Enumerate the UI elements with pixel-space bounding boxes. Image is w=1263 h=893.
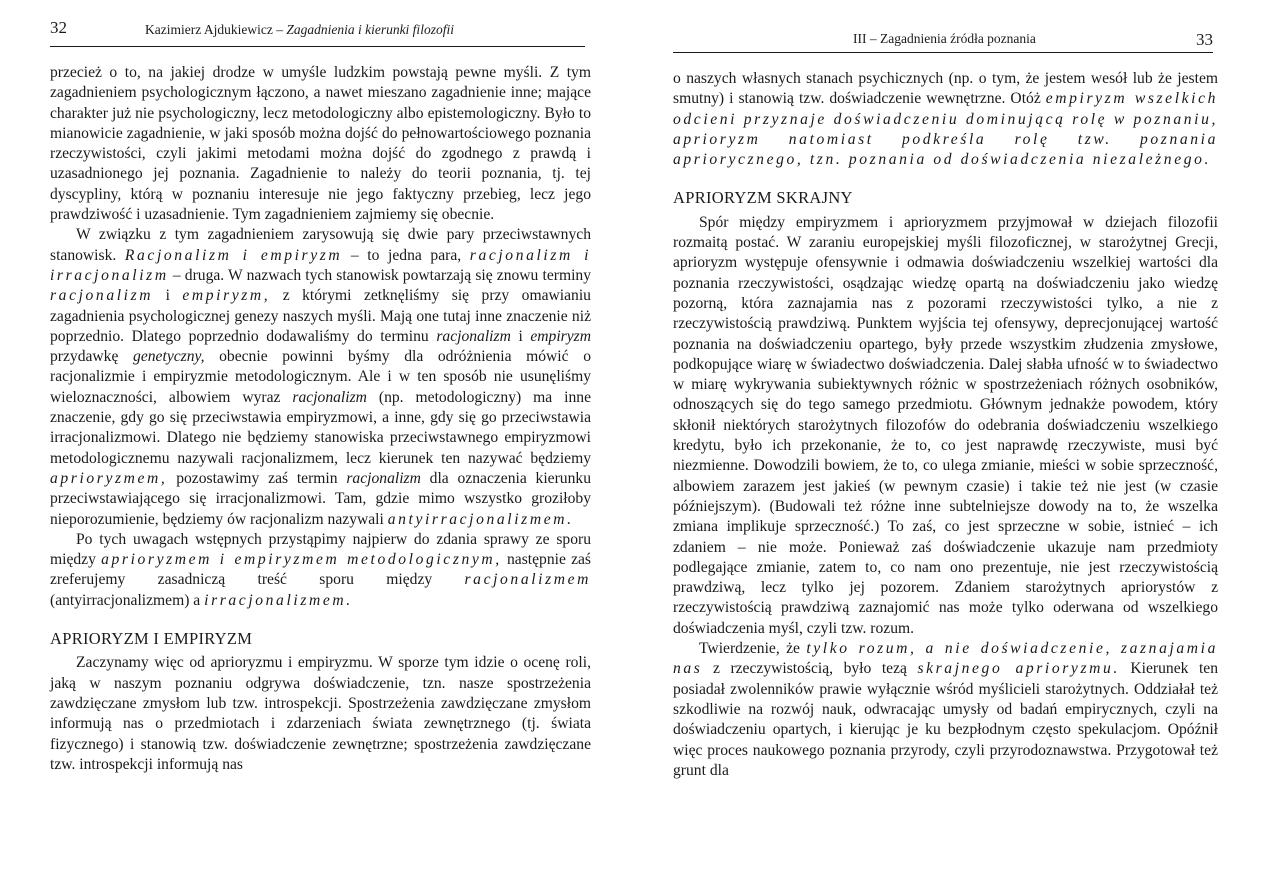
right-page bbox=[631, 0, 1263, 893]
section-heading: APRIORYZM SKRAJNY bbox=[673, 188, 853, 208]
header-author: Kazimierz Ajdukiewicz – bbox=[145, 22, 283, 37]
paragraph: o naszych własnych stanach psychicznych (np. o tym, że jestem wesół lub że jestem smutny) i stanowią tzw. doświadczenie wewnętrzne. Otóż empiryzm wszelkich odcieni przyznaje doświadczeniu dominującą rolę w poznaniu, aprioryzm natomiast podkreśla rolę tzw. poznania apriorycznego, tzn. poznania od doświadczenia niezależnego. bbox=[673, 70, 1218, 169]
paragraph: Spór między empiryzmem i aprioryzmem przyjmował w dziejach filozofii rozmaitą postać. W zaraniu europejskiej myśli filozoficznej, w starożytnej Grecji, aprioryzm występuje ofensywnie i odmawia doświadczeniu wszelkiej wartości dla poznania rzeczywistości, osądzając wiedzę opartą na doświadczeniu jako wiedzę pozorną, która zaznajamia nas z pozorami rzeczywistości tylko, a nie z rzeczywistością prawdziwą. Punktem wyjścia tej ofensywy, deprecjonującej wartość poznania na doświadczeniu opartego, były przede wszystkim złudzenia zmysłowe, podkopujące wiarę w świadectwo doświadczenia. Dalej słabła ufność w to świadectwo w miarę wykrywania subiektywnych różnic w spostrzeżeniach różnych osobników, odnoszących się do tego samego przedmiotu. Głównym jednakże powodem, który skłonił niektórych starożytnych filozofów do odebrania doświadczeniu wszelkiego kredytu, było ich przekonanie, że to, co jest naprawdę rzeczywiste, musi być niezmienne. Dowodzili bowiem, że to, co ulega zmianie, mieści w sobie sprzeczność, albowiem zarazem jest jakieś (w pewnym czasie) i takie też nie jest (w czasie późniejszym). (Budowali też różne inne subtelniejsze dowody na to, że wszelka zmiana implikuje sprzeczność.) To zaś, co jest sprzeczne w sobie, istnieć – ich zdaniem – nie może. Ponieważ zaś doświadczenie ukazuje nam przedmioty podlegające zmianie, zatem to, co nam ono prezentuje, nie jest rzeczywistością prawdziwą, lecz tylko jej pozorem. Zdaniem starożytnych apriorystów z rzeczywistością prawdziwą zaznajomić nas może tylko oderwana od wszelkiego doświadczenia myśl, czyli tzw. rozum. bbox=[673, 213, 1218, 637]
left-body-text bbox=[50, 63, 591, 775]
running-head-right bbox=[673, 28, 1213, 53]
paragraph: przecież o to, na jakiej drodze w umyśle ludzkim powstają pewne myśli. Z tym zagadnieniem psychologicznym łączono, a nawet mieszano zagadnienie inne; mające charakter już nie psychologiczny, lecz metodologiczny albo epistemologiczny. Było to mianowicie zagadnienie, w jaki sposób można dojść do pełnowartościowego poznania rzeczywistości, czyli jakimi metodami można dojść do zgodnego z prawdą i uzasadnionego jej poznania. Zagadnienie to należy do teorii poznania, tj. tej dyscypliny, którą w poznaniu interesuje nie jego faktyczny przebieg, lecz jego prawdziwość i uzasadnienie. Tym zagadnieniem zajmiemy się obecnie. bbox=[50, 64, 591, 224]
paragraph: Zaczynamy więc od aprioryzmu i empiryzmu. W sporze tym idzie o ocenę roli, jaką w naszym poznaniu odgrywa doświadczenie, tzn. nasze spostrzeżenia zawdzięczane zmysłom lub tzw. introspekcji. Spostrzeżenia zawdzięczane zmysłom informują nas o przedmiotach i zdarzeniach świata zewnętrznego (tj. świata fizycznego) i stanowią tzw. doświadczenie zewnętrzne; spostrzeżenia zawdzięczane tzw. introspekcji informują nas bbox=[50, 654, 591, 773]
left-page bbox=[0, 0, 631, 893]
running-head-title-left bbox=[145, 22, 454, 38]
page-number-right: 33 bbox=[1196, 30, 1213, 49]
section-heading: APRIORYZM I EMPIRYZM bbox=[50, 629, 253, 649]
paragraph: W związku z tym zagadnieniem zarysowują się dwie pary przeciwstawnych stanowisk. Racjonalizm i empiryzm – to jedna para, racjonalizm i irracjonalizm – druga. W nazwach tych stanowisk powtarzają się znowu terminy racjonalizm i empiryzm, z którymi zetknęliśmy się przy omawianiu zagadnienia psychologicznej genezy naszych myśli. Mają one tutaj inne znaczenie niż poprzednio. Dlatego poprzednio dodawaliśmy do terminu racjonalizm i empiryzm przydawkę genetyczny, obecnie powinni byśmy dla odróżnienia mówić o racjonalizmie i empiryzmie metodologicznym. Ale i w ten sposób nie usunęliśmy wieloznaczności, albowiem wyraz racjonalizm (np. metodologiczny) ma inne znaczenie, gdy go się przeciwstawia empiryzmowi, a inne, gdy się go przeciwstawia irracjonalizmowi. Dlatego nie będziemy stanowiska przeciwstawnego empiryzmowi metodologicznemu nazywali racjonalizmem, lecz kierunek ten nazywać będziemy aprioryzmem, pozostawimy zaś termin racjonalizm dla oznaczenia kierunku przeciwstawiającego się irracjonalizmowi. Tam, gdzie mimo wszystko groziłoby nieporozumienie, będziemy ów racjonalizm nazywali antyirracjonalizmem. bbox=[50, 226, 592, 528]
header-book-title: Zagadnienia i kierunki filozofii bbox=[286, 22, 454, 37]
page-number-left: 32 bbox=[50, 18, 67, 37]
paragraph: Twierdzenie, że tylko rozum, a nie doświadczenie, zaznajamia nas z rzeczywistością, było tezą skrajnego aprioryzmu. Kierunek ten posiadał zwolenników prawie wyłącznie wśród myślicieli starożytnych. Oddziałał też szkodliwie na rozwój nauk, odwracając umysły od badań empirycznych, czyli na doświadczeniu opartych, i kierując je ku bezpłodnym często spekulacjom. Opóźnił więc proces naukowego poznania przyrody, czyli przyrodoznawstwa. Przygotował też grunt dla bbox=[673, 640, 1219, 779]
running-head-title-right: III – Zagadnienia źródła poznania bbox=[853, 31, 1036, 46]
running-head-left bbox=[50, 18, 585, 47]
paragraph: Po tych uwagach wstępnych przystąpimy najpierw do zdania sprawy ze sporu między aprioryzmem i empiryzmem metodologicznym, następnie zaś zreferujemy zasadniczą treść sporu między racjonalizmem (antyirracjonalizmem) a irracjonalizmem. bbox=[50, 530, 592, 609]
right-body-text bbox=[673, 69, 1218, 781]
